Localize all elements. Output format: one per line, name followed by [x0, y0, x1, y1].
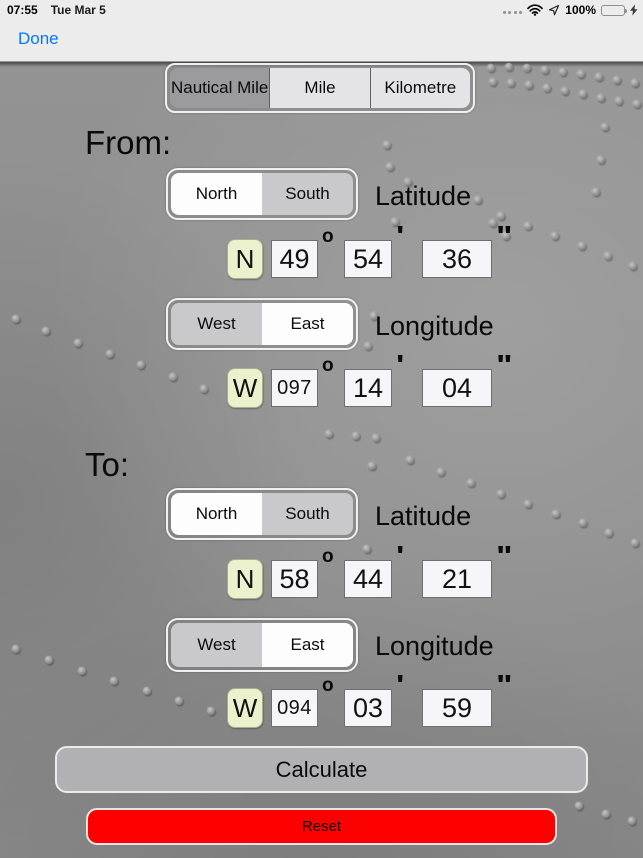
rivet [175, 697, 183, 705]
cellular-dots-icon [503, 4, 523, 16]
from-lat-option-south[interactable]: South [262, 173, 353, 215]
done-button[interactable]: Done [18, 29, 59, 48]
to-lat-hemisphere-letter: N [227, 559, 263, 599]
rivet [12, 645, 20, 653]
rivet [578, 242, 586, 250]
to-lon-degrees-field[interactable]: 094 [271, 689, 318, 727]
rivet [602, 810, 610, 818]
rivet [143, 687, 151, 695]
from-lat-hemisphere-letter: N [227, 239, 263, 279]
rivet [628, 817, 636, 825]
rivet [605, 529, 613, 537]
to-lat-minutes-field[interactable]: 44 [344, 560, 392, 598]
rivet [137, 361, 145, 369]
from-lat-seconds-field[interactable]: 36 [422, 240, 492, 278]
rivet [604, 252, 612, 260]
minute-symbol: ' [396, 220, 405, 251]
unit-option-mile[interactable]: Mile [269, 68, 369, 108]
minute-symbol: ' [396, 669, 405, 700]
rivet [579, 519, 587, 527]
rivet [368, 462, 376, 470]
rivet [110, 677, 118, 685]
from-lon-seconds-field[interactable]: 04 [422, 369, 492, 407]
rivet [561, 87, 569, 95]
reset-button[interactable]: Reset [86, 808, 557, 845]
from-lat-hemisphere-control [166, 168, 358, 220]
from-heading: From: [85, 124, 172, 161]
rivet [200, 385, 208, 393]
to-lon-hemisphere-control [166, 618, 358, 672]
from-lon-hemisphere-letter: W [227, 368, 263, 408]
rivet [12, 315, 20, 323]
location-arrow-icon [548, 4, 560, 16]
rivet [633, 100, 641, 108]
rivet [551, 232, 559, 240]
rivet [386, 163, 394, 171]
battery-percent: 100% [565, 3, 596, 17]
rivet [525, 81, 533, 89]
minute-symbol: ' [396, 349, 405, 380]
rivet [325, 430, 333, 438]
rivet [364, 342, 372, 350]
unit-option-nautical-mile[interactable]: Nautical Mile [170, 68, 269, 108]
to-lon-minutes-field[interactable]: 03 [344, 689, 392, 727]
rivet [541, 66, 549, 74]
charging-bolt-icon [630, 4, 638, 16]
rivet [613, 76, 621, 84]
rivet [631, 79, 639, 87]
from-lon-degrees-field[interactable]: 097 [271, 369, 318, 407]
rivet [505, 63, 513, 71]
to-lon-option-west[interactable]: West [171, 623, 262, 667]
to-lat-seconds-field[interactable]: 21 [422, 560, 492, 598]
rivet [474, 196, 482, 204]
degree-symbol: o [322, 355, 334, 376]
status-date: Tue Mar 5 [50, 3, 106, 17]
to-longitude-label: Longitude [375, 631, 494, 661]
wifi-icon [527, 4, 543, 16]
clock-time: 07:55 [7, 3, 38, 17]
rivet [615, 97, 623, 105]
from-lat-minutes-field[interactable]: 54 [344, 240, 392, 278]
rivet [487, 64, 495, 72]
rivet [524, 222, 532, 230]
rivet [437, 468, 445, 476]
rivet [383, 141, 391, 149]
to-lat-option-south[interactable]: South [262, 493, 353, 535]
degree-symbol: o [322, 546, 334, 567]
rivet [169, 373, 177, 381]
second-symbol: " [496, 540, 513, 571]
second-symbol: " [496, 349, 513, 380]
unit-option-kilometre[interactable]: Kilometre [370, 68, 470, 108]
battery-icon [601, 5, 625, 16]
rivet [106, 350, 114, 358]
to-lat-hemisphere-control [166, 488, 358, 540]
rivet [207, 707, 215, 715]
rivet [629, 262, 637, 270]
to-lat-option-north[interactable]: North [171, 493, 262, 535]
second-symbol: " [496, 669, 513, 700]
to-lon-option-east[interactable]: East [262, 623, 353, 667]
rivet [489, 78, 497, 86]
to-lon-seconds-field[interactable]: 59 [422, 689, 492, 727]
rivet [575, 802, 583, 810]
from-lon-option-east[interactable]: East [262, 303, 353, 345]
rivet [363, 545, 371, 553]
rivet [497, 212, 505, 220]
rivet [597, 94, 605, 102]
rivet [543, 84, 551, 92]
rivet [579, 90, 587, 98]
rivet [372, 434, 380, 442]
second-symbol: " [496, 220, 513, 251]
minute-symbol: ' [396, 540, 405, 571]
to-lon-hemisphere-letter: W [227, 688, 263, 728]
content-area [0, 62, 643, 858]
rivet [601, 123, 609, 131]
rivet [78, 667, 86, 675]
rivet [592, 188, 600, 196]
to-lat-degrees-field[interactable]: 58 [271, 560, 318, 598]
rivet [406, 456, 414, 464]
from-lat-option-north[interactable]: North [171, 173, 262, 215]
status-bar [0, 0, 643, 20]
rivet [42, 327, 50, 335]
rivet [597, 156, 605, 164]
from-lon-minutes-field[interactable]: 14 [344, 369, 392, 407]
rivet [552, 510, 560, 518]
rivet [577, 70, 585, 78]
rivet [523, 64, 531, 72]
calculate-button[interactable]: Calculate [55, 746, 588, 793]
to-heading: To: [85, 446, 130, 483]
from-latitude-label: Latitude [375, 181, 472, 211]
rivet [74, 339, 82, 347]
from-longitude-label: Longitude [375, 311, 494, 341]
rivet [352, 432, 360, 440]
rivet [524, 500, 532, 508]
nav-bar [0, 20, 643, 62]
from-lon-option-west[interactable]: West [171, 303, 262, 345]
rivet [595, 73, 603, 81]
degree-symbol: o [322, 675, 334, 696]
from-lat-degrees-field[interactable]: 49 [271, 240, 318, 278]
rivet [631, 539, 639, 547]
unit-segmented-control [165, 63, 475, 113]
degree-symbol: o [322, 226, 334, 247]
rivet [559, 68, 567, 76]
rivet [497, 490, 505, 498]
from-lon-hemisphere-control [166, 298, 358, 350]
rivet [467, 479, 475, 487]
rivet [507, 79, 515, 87]
to-latitude-label: Latitude [375, 501, 472, 531]
rivet [45, 656, 53, 664]
